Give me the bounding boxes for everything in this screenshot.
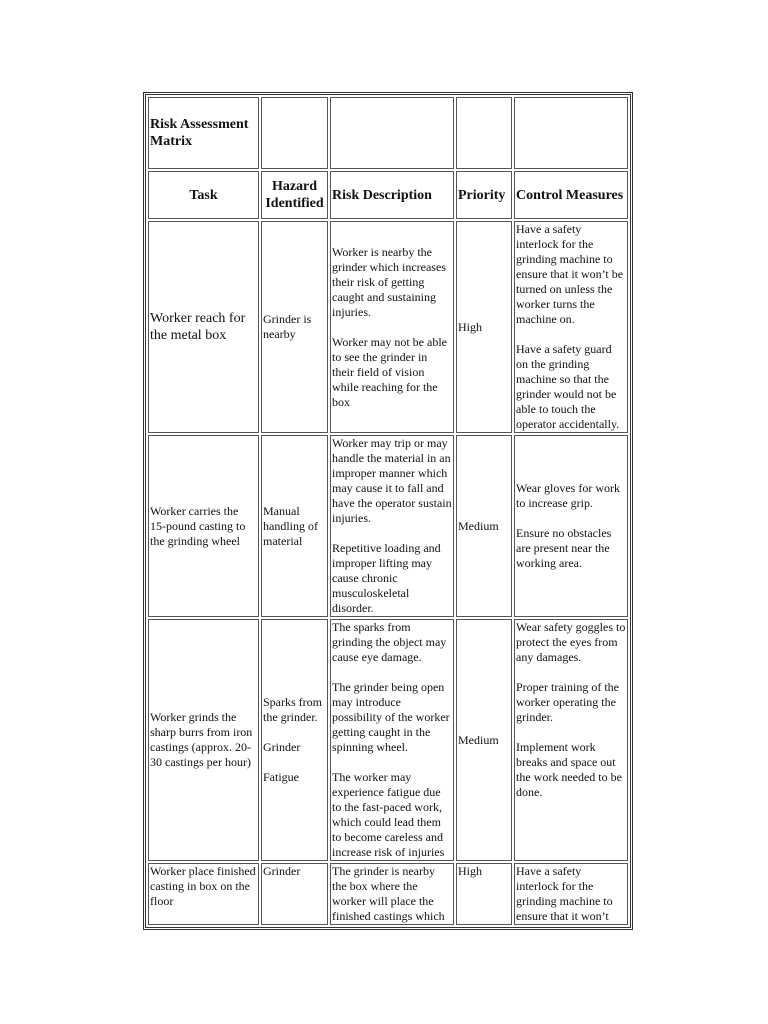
control-text: Have a safety guard on the grinding machine so that the grinder would not be able to touch the operator accidentally. bbox=[516, 342, 620, 431]
priority-cell: Medium bbox=[456, 435, 512, 617]
risk-cell bbox=[330, 863, 454, 925]
control-text: Ensure no obstacles are present near the working area. bbox=[516, 526, 612, 570]
risk-cell bbox=[330, 221, 454, 433]
risk-text: Worker may not be able to see the grinder in their field of vision while reaching for the box bbox=[332, 334, 447, 409]
priority-cell: High bbox=[456, 221, 512, 433]
risk-cell bbox=[330, 619, 454, 861]
empty-cell bbox=[514, 97, 628, 169]
task-cell: Worker reach for the metal box bbox=[148, 221, 259, 433]
header-risk: Risk Description bbox=[330, 171, 454, 219]
hazard-cell bbox=[261, 221, 328, 433]
header-priority: Priority bbox=[456, 171, 512, 219]
risk-assessment-table bbox=[143, 92, 633, 930]
empty-cell bbox=[261, 97, 328, 169]
control-text: Proper training of the worker operating the grinder. bbox=[516, 680, 619, 724]
control-text: Have a safety interlock for the grinding machine to ensure that it won’t be turned on unless the worker turns the machine on. bbox=[516, 222, 624, 326]
task-cell: Worker grinds the sharp burrs from iron castings (approx. 20-30 castings per hour) bbox=[148, 619, 259, 861]
hazard-text: Fatigue bbox=[263, 770, 299, 784]
risk-text: The worker may experience fatigue due to the fast-paced work, which could lead them to become careless and increase risk of injuries bbox=[332, 770, 445, 859]
table-row bbox=[148, 435, 628, 617]
header-control: Control Measures bbox=[514, 171, 628, 219]
hazard-text: Sparks from the grinder. bbox=[263, 695, 322, 724]
hazard-text: Grinder bbox=[263, 864, 301, 878]
risk-text: Worker may trip or may handle the material in an improper manner which may cause it to fall and have the operator sustain injuries. bbox=[332, 436, 452, 525]
risk-text: Repetitive loading and improper lifting may cause chronic musculoskeletal disorder. bbox=[332, 541, 441, 615]
control-text: Wear gloves for work to increase grip. bbox=[516, 481, 620, 510]
table-row bbox=[148, 221, 628, 433]
header-task: Task bbox=[148, 171, 259, 219]
table-title: Risk Assessment Matrix bbox=[148, 97, 259, 169]
task-cell: Worker place finished casting in box on the floor bbox=[148, 863, 259, 925]
header-row bbox=[148, 171, 628, 219]
empty-cell bbox=[330, 97, 454, 169]
risk-text: The grinder is nearby the box where the worker will place the finished castings which bbox=[332, 864, 445, 923]
header-hazard: Hazard Identified bbox=[261, 171, 328, 219]
title-row bbox=[148, 97, 628, 169]
table-row bbox=[148, 619, 628, 861]
control-cell bbox=[514, 435, 628, 617]
task-cell: Worker carries the 15-pound casting to the grinding wheel bbox=[148, 435, 259, 617]
control-cell bbox=[514, 619, 628, 861]
hazard-cell bbox=[261, 619, 328, 861]
control-text: Have a safety interlock for the grinding machine to ensure that it won’t bbox=[516, 864, 613, 923]
hazard-text: Manual handling of material bbox=[263, 503, 318, 548]
empty-cell bbox=[456, 97, 512, 169]
control-text: Wear safety goggles to protect the eyes from any damages. bbox=[516, 620, 626, 664]
priority-cell: High bbox=[456, 863, 512, 925]
hazard-text: Grinder is nearby bbox=[263, 312, 312, 341]
risk-text: The grinder being open may introduce possibility of the worker getting caught in the spinning wheel. bbox=[332, 680, 450, 754]
hazard-text: Grinder bbox=[263, 740, 301, 754]
hazard-cell bbox=[261, 863, 328, 925]
risk-text: Worker is nearby the grinder which increases their risk of getting caught and sustaining injuries. bbox=[332, 244, 446, 319]
control-cell bbox=[514, 221, 628, 433]
table-row bbox=[148, 863, 628, 925]
priority-cell: Medium bbox=[456, 619, 512, 861]
control-cell bbox=[514, 863, 628, 925]
control-text: Implement work breaks and space out the work needed to be done. bbox=[516, 740, 622, 799]
risk-text: The sparks from grinding the object may cause eye damage. bbox=[332, 620, 447, 664]
hazard-cell bbox=[261, 435, 328, 617]
risk-cell bbox=[330, 435, 454, 617]
